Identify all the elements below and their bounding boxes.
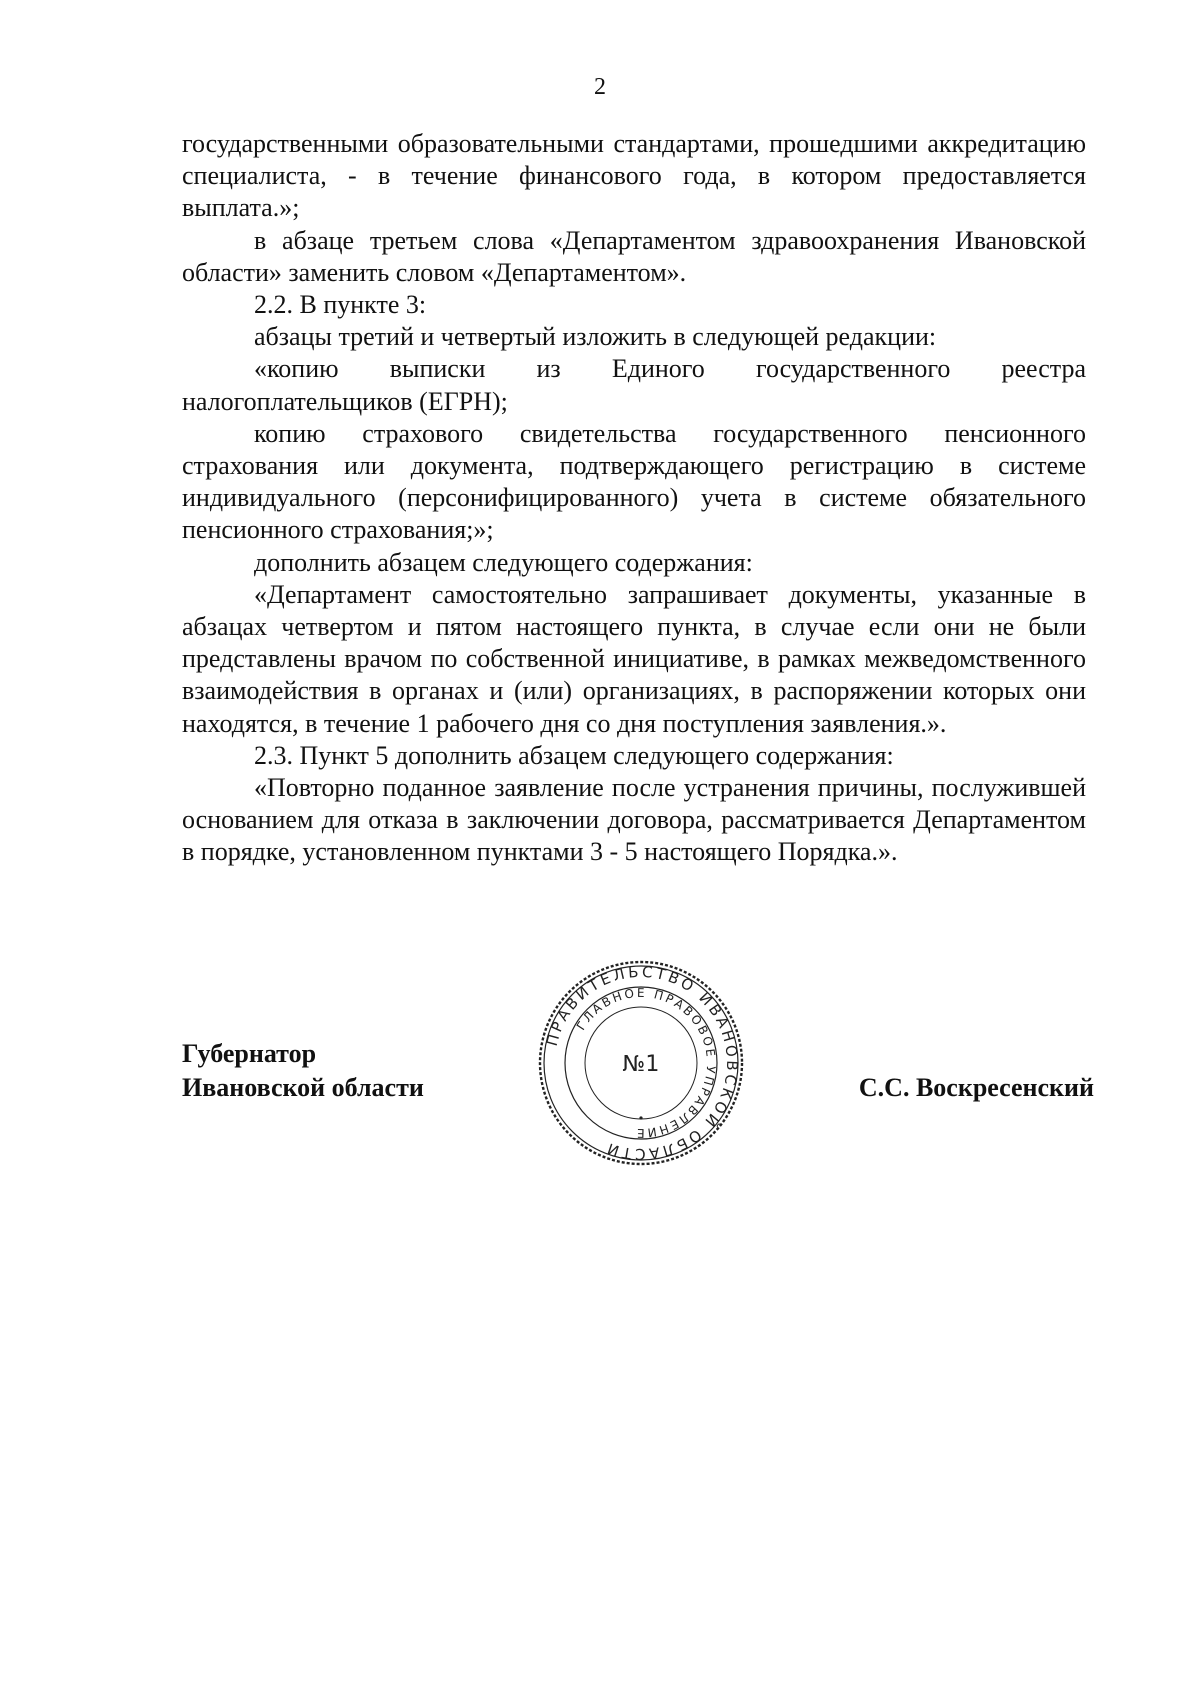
official-seal bbox=[536, 958, 746, 1168]
document-body bbox=[182, 128, 1086, 869]
paragraph: дополнить абзацем следующего содержания: bbox=[254, 547, 753, 577]
seal-dot bbox=[639, 1116, 642, 1119]
signatory-name: С.С. Воскресенский bbox=[858, 1073, 1094, 1102]
signatory-title bbox=[182, 1037, 424, 1105]
section-heading-2-2: 2.2. В пункте 3: bbox=[254, 290, 427, 320]
paragraph: абзацы третий и четвертый изложить в следующей редакции: bbox=[254, 322, 937, 352]
paragraph: в абзаце третьем слова «Департаментом здравоохранения Ивановской области» заменить словом «Департаментом». bbox=[182, 225, 1086, 287]
seal-graphic bbox=[536, 958, 746, 1168]
seal-outer-text: ПРАВИТЕЛЬСТВО ИВАНОВСКОЙ ОБЛАСТИ bbox=[542, 962, 742, 1164]
paragraph: «Повторно поданное заявление после устранения причины, послужившей основанием для отказа в заключении договора, рассматривается Департаментом в порядке, установленном пунктами 3 - 5 настоящего Порядка.». bbox=[182, 773, 1086, 867]
section-heading-2-3: 2.3. Пункт 5 дополнить абзацем следующего содержания: bbox=[254, 740, 894, 770]
seal-inner-text: ГЛАВНОЕ ПРАВОВОЕ УПРАВЛЕНИЕ bbox=[573, 985, 719, 1141]
paragraph: «Департамент самостоятельно запрашивает документы, указанные в абзацах четвертом и пятом настоящего пункта, в случае если они не были представлены врачом по собственной инициативе, в рамках межведомственного взаимодействия в органах и (или) организациях, в распоряжении которых они находятся, в течение 1 рабочего дня со дня поступления заявления.». bbox=[182, 579, 1086, 738]
seal-number: №1 bbox=[622, 1052, 660, 1077]
page-number: 2 bbox=[594, 74, 606, 100]
paragraph: копию страхового свидетельства государственного пенсионного страхования или документа, подтверждающего регистрацию в системе индивидуального (персонифицированного) учета в системе обязательного пенсионного страхования;»; bbox=[182, 418, 1086, 545]
paragraph: «копию выписки из Единого государственного реестра налогоплательщиков (ЕГРН); bbox=[182, 354, 1086, 416]
paragraph-continuation: государственными образовательными стандартами, прошедшими аккредитацию специалиста, - в течение финансового года, в котором предоставляется выплата.»; bbox=[182, 129, 1086, 223]
signatory-title-line2: Ивановской области bbox=[182, 1073, 424, 1102]
signatory-title-line1: Губернатор bbox=[182, 1039, 317, 1068]
